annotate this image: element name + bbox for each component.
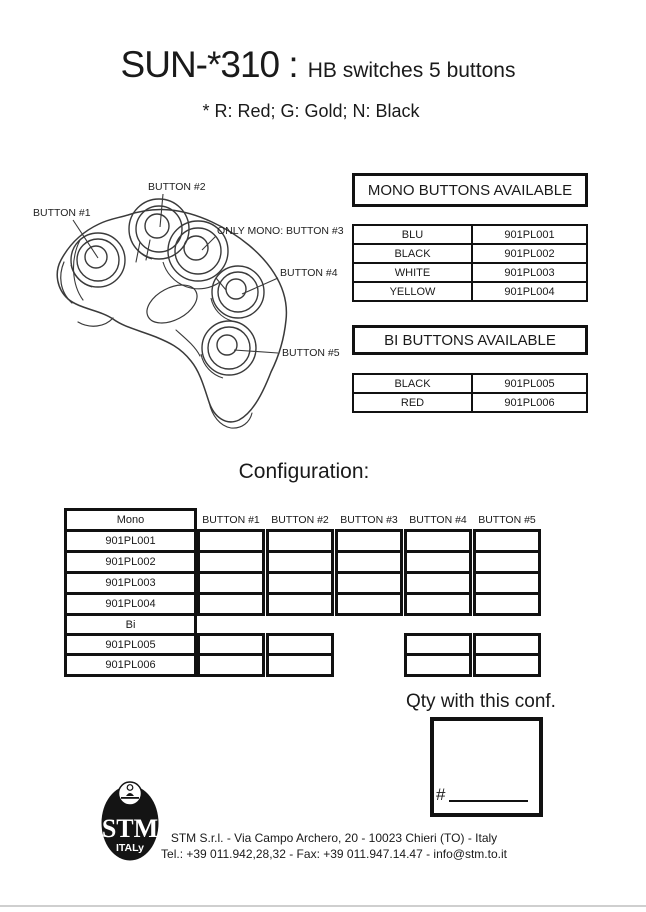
footer [118,831,550,863]
label-button-3: ONLY MONO: BUTTON #3 [217,225,344,237]
config-row-label: 901PL005 [64,633,197,657]
configuration-heading: Configuration: [238,460,370,483]
label-button-4: BUTTON #4 [280,267,338,279]
config-row-cells [197,592,541,616]
switch-drawing [20,170,355,440]
config-cell[interactable] [197,592,265,616]
config-cell[interactable] [266,592,334,616]
config-row-label-bi: Bi [64,613,197,636]
config-col-header: BUTTON #5 [478,514,536,526]
config-cell[interactable] [473,653,541,677]
mono-code-cell: 901PL004 [471,281,588,302]
config-col-header: BUTTON #1 [202,514,260,526]
table-row [352,373,588,394]
qty-box[interactable] [430,717,543,817]
config-cell[interactable] [404,592,472,616]
page-bottom-edge [0,905,646,907]
label-button-2: BUTTON #2 [148,181,206,193]
config-cell-gap [335,653,403,677]
logo-country: ITALy [116,842,144,854]
config-cell[interactable] [473,592,541,616]
config-cell[interactable] [197,653,265,677]
company-contacts: Tel.: +39 011.942,28,32 - Fax: +39 011.947.14.47 - info@stm.to.it [161,846,507,861]
mono-code-cell: 901PL001 [471,224,588,245]
table-row [352,281,588,302]
config-col-header: BUTTON #4 [409,514,467,526]
switch-body-outline [57,210,286,429]
mono-buttons-table [352,224,588,302]
table-row [352,262,588,283]
config-col-header: BUTTON #3 [340,514,398,526]
mono-color-cell: BLACK [352,243,473,264]
config-row-label: 901PL006 [64,653,197,677]
product-code: SUN-*310 : [120,44,298,85]
bi-color-cell: BLACK [352,373,473,394]
bi-buttons-title: BI BUTTONS AVAILABLE [352,325,588,355]
label-button-5: BUTTON #5 [282,347,340,359]
config-cell[interactable] [266,653,334,677]
qty-label: Qty with this conf. [406,691,556,712]
logo-text: STM [101,814,159,843]
mono-buttons-title: MONO BUTTONS AVAILABLE [352,173,588,207]
config-row-label-mono: Mono [64,508,197,532]
mono-color-cell: YELLOW [352,281,473,302]
qty-fill-line[interactable] [449,800,528,802]
mono-color-cell: BLU [352,224,473,245]
company-address: STM S.r.l. - Via Campo Archero, 20 - 10023 Chieri (TO) - Italy [170,831,498,845]
mono-code-cell: 901PL003 [471,262,588,283]
bi-color-cell: RED [352,392,473,413]
mono-color-cell: WHITE [352,262,473,283]
config-cell[interactable] [404,653,472,677]
config-row-label: 901PL001 [64,529,197,553]
bi-buttons-table [352,373,588,413]
table-row [352,392,588,413]
config-col-header: BUTTON #2 [271,514,329,526]
label-button-1: BUTTON #1 [33,207,91,219]
config-row-label: 901PL004 [64,592,197,616]
page-title [0,44,636,86]
color-code-legend: * R: Red; G: Gold; N: Black [202,101,420,121]
product-description: HB switches 5 buttons [307,59,516,82]
qty-hash-sign: # [436,785,446,804]
config-row-cells [197,653,541,677]
config-cell[interactable] [335,592,403,616]
mono-code-cell: 901PL002 [471,243,588,264]
config-row-label: 901PL002 [64,550,197,574]
config-row-label: 901PL003 [64,571,197,595]
table-row [352,243,588,264]
bi-code-cell: 901PL006 [471,392,588,413]
table-row [352,224,588,245]
bi-code-cell: 901PL005 [471,373,588,394]
